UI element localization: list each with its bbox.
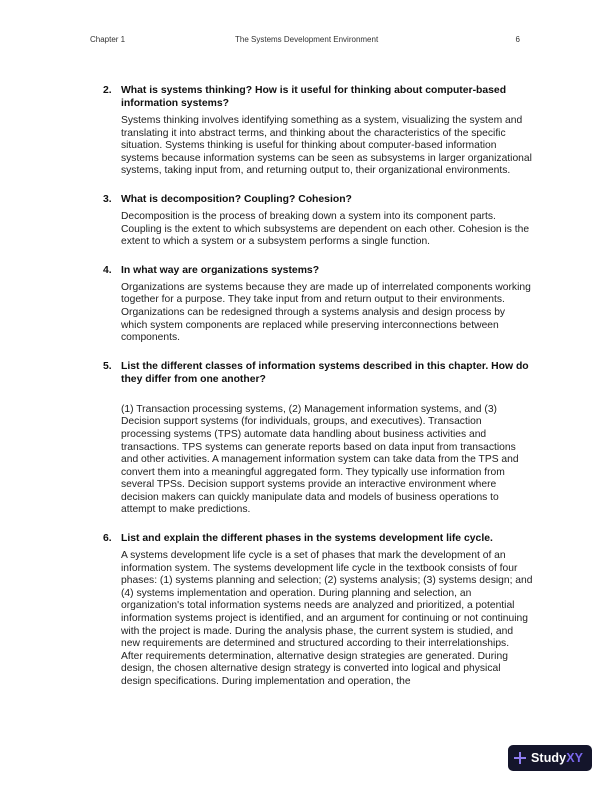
- answer-text: Decomposition is the process of breaking down a system into its component parts. Coupling is the extent to which subsystems are dependent on each other. Cohesion is the extent to which a system or a subsystem performs a single function.: [121, 210, 530, 248]
- question-number: 6.: [103, 533, 112, 545]
- question-number: 3.: [103, 193, 112, 205]
- question-heading: [103, 264, 533, 277]
- question-text: List the different classes of information systems described in this chapter. How do they differ from one another?: [121, 360, 529, 385]
- question-block: [103, 360, 533, 517]
- question-block: [103, 84, 533, 178]
- question-number: 4.: [103, 264, 112, 276]
- answer-text: A systems development life cycle is a set of phases that mark the development of an information system. The systems development life cycle in the textbook consists of four phases: (1) systems planning and selection; (2) systems analysis; (3) systems design; and (4) systems implementation and operation. During planning and selection, an organization's total information systems needs are analyzed and prioritized, a potential information systems project is identified, and an argument for continuing or not continuing with the project is made. During the analysis phase, the current system is studied, and new requirements are determined and structured according to their interrelationships. After requirements determination, alternative design strategies are generated. During design, the chosen alternative design strategy is converted into logical and physical design specifications. During implementation and operation, the: [121, 550, 533, 687]
- question-number: 5.: [103, 360, 112, 372]
- question-block: [103, 532, 533, 689]
- answer-text: (1) Transaction processing systems, (2) Management information systems, and (3) Decision support systems (for individuals, groups, and executives). Transaction processing systems (TPS) automate data handling about business activities and transactions. TPS systems can generate reports based on data input from transactions and other activities. A management information system can take data from the TPS and convert them into a meaningful aggregated form. They typically use information from several TPSs. Decision support systems provide an interactive environment where decision makers can quickly manipulate data and models of business operations to attempt to make predictions.: [121, 403, 519, 516]
- chapter-label: Chapter 1: [90, 35, 126, 44]
- question-heading: [103, 360, 533, 386]
- question-block: [103, 193, 533, 249]
- question-text: List and explain the different phases in the systems development life cycle.: [121, 533, 493, 545]
- question-text: What is systems thinking? How is it useful for thinking about computer-based information systems?: [121, 85, 507, 109]
- question-number: 2.: [103, 85, 112, 96]
- page-header: [90, 35, 522, 47]
- studyxy-watermark-badge[interactable]: [508, 745, 592, 771]
- question-heading: [103, 84, 533, 110]
- question-text: In what way are organizations systems?: [121, 264, 320, 276]
- page-number: 6: [515, 35, 520, 44]
- chapter-title: The Systems Development Environment: [235, 35, 379, 44]
- question-text: What is decomposition? Coupling? Cohesion?: [121, 193, 352, 205]
- question-heading: [103, 532, 533, 545]
- plus-icon: [514, 752, 526, 764]
- brand-logo-text: StudyXY: [531, 751, 584, 765]
- answer-text: Organizations are systems because they are made up of interrelated components working together for a purpose. They take input from and return output to their environments. Organizations can be redesigned through a systems analysis and design process by which system components are replaced while preserving interconnections between components.: [121, 281, 531, 344]
- question-block: [103, 264, 533, 345]
- document-body: [103, 84, 533, 704]
- answer-text: Systems thinking involves identifying something as a system, visualizing the system and translating it into abstract terms, and thinking about the characteristics of the specific situation. Systems thinking is useful for thinking about computer-based information systems because information systems can be seen as subsystems in larger organizational systems, taking input from, and returning output to, their organizational environments.: [121, 115, 532, 177]
- question-heading: [103, 193, 533, 206]
